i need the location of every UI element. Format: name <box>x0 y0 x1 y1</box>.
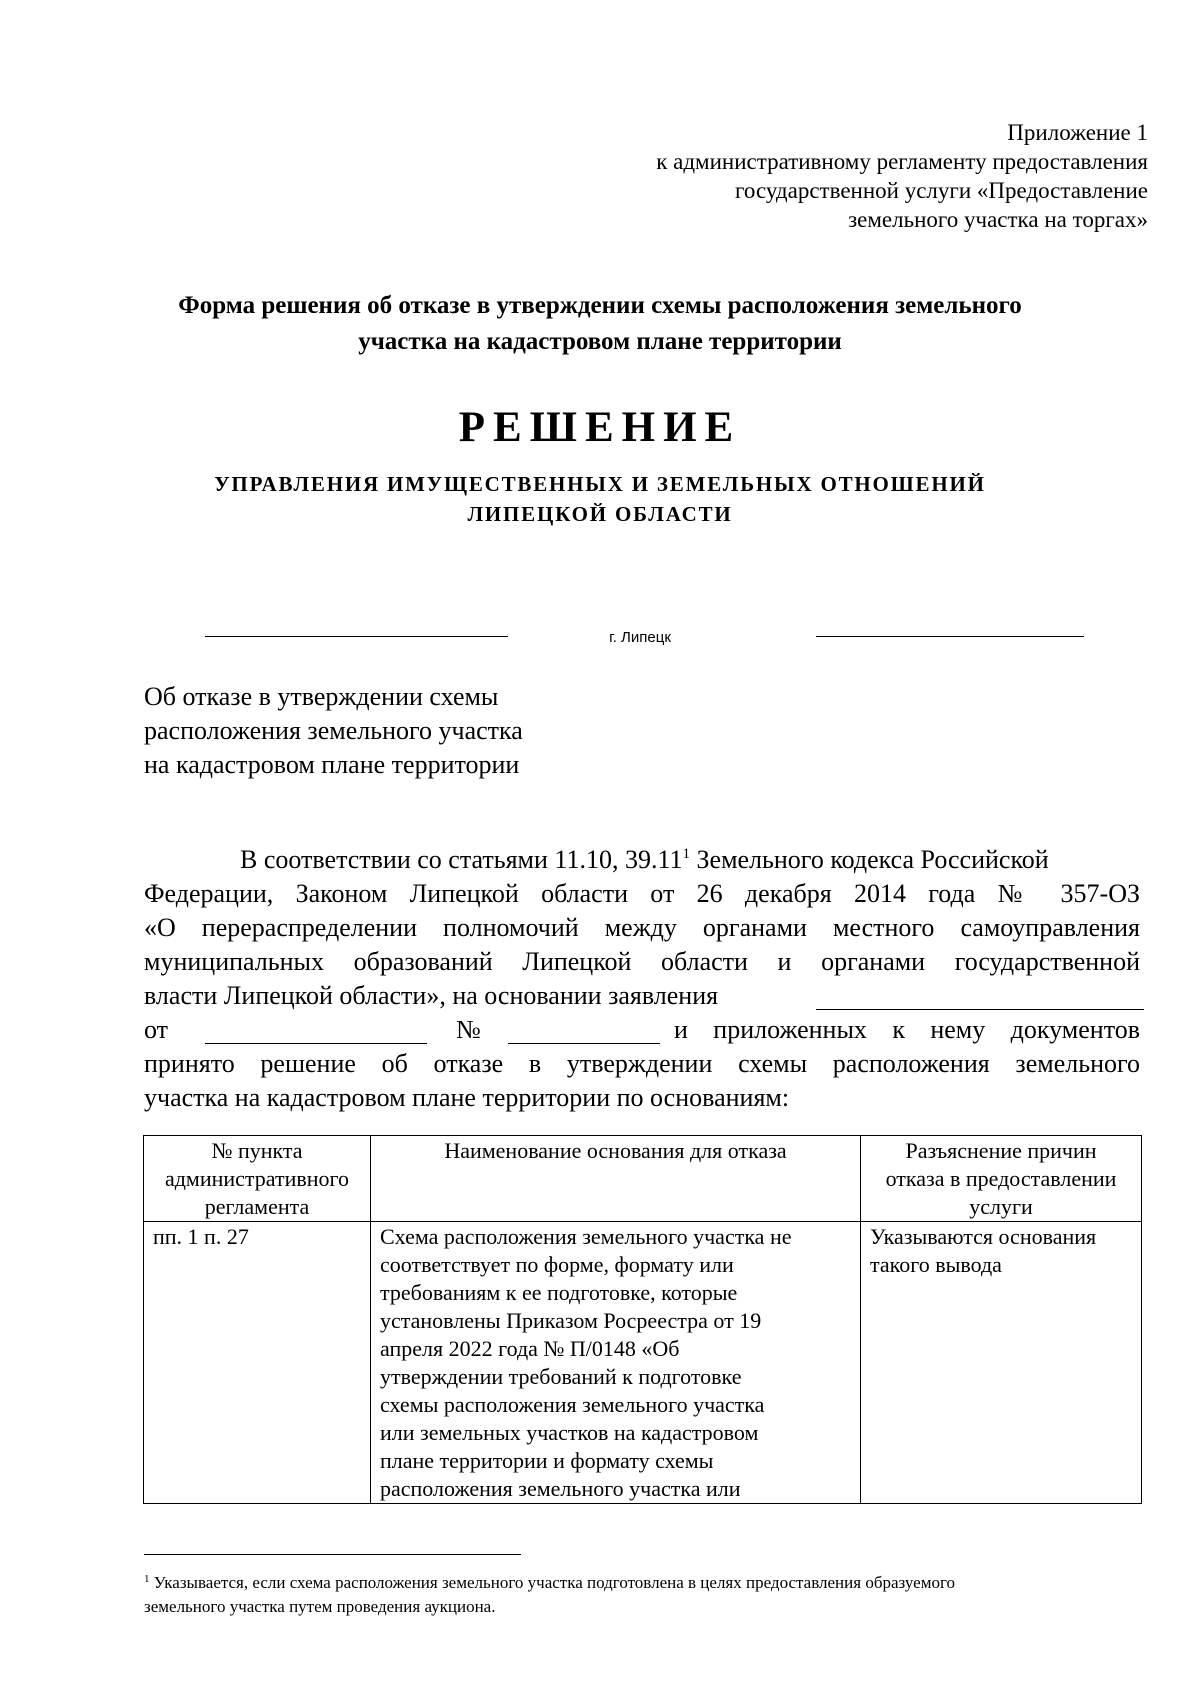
cell-text: утверждении требований к подготовке <box>380 1364 742 1389</box>
body-line-1 <box>144 843 1140 877</box>
number-blank-line[interactable] <box>816 636 1084 637</box>
header-text: Разъяснение причин <box>905 1138 1097 1163</box>
form-title-line-2: участка на кадастровом плане территории <box>358 328 842 355</box>
header-refusal-ground <box>371 1136 861 1222</box>
application-blank-line[interactable] <box>816 1009 1144 1010</box>
header-text: регламента <box>204 1194 310 1219</box>
cell-text: установлены Приказом Росреестра от 19 <box>380 1308 762 1333</box>
cell-explanation <box>861 1222 1142 1504</box>
table-header-row <box>144 1136 1142 1222</box>
footnote <box>144 1571 1154 1619</box>
body-line-2: Федерации, Законом Липецкой области от 26 декабря 2014 года № 357-ОЗ <box>144 879 1140 908</box>
header-text: услуги <box>969 1194 1033 1219</box>
appendix-line-4: земельного участка на торгах» <box>848 207 1148 232</box>
body-line-6-rest: и приложенных к нему документов <box>674 1015 1140 1044</box>
cell-text: соответствует по форме, формату или <box>380 1252 734 1277</box>
body-from-label: от <box>144 1015 169 1044</box>
appendix-line-2: к административному регламенту предоставления <box>656 149 1148 174</box>
header-text: Наименование основания для отказа <box>444 1138 787 1163</box>
cell-text: апреля 2022 года № П/0148 «Об <box>380 1336 680 1361</box>
header-text: административного <box>164 1166 350 1191</box>
body-line-7: принято решение об отказе в утверждении схемы расположения земельного <box>144 1049 1140 1078</box>
authority-line-1: УПРАВЛЕНИЯ ИМУЩЕСТВЕННЫХ И ЗЕМЕЛЬНЫХ ОТНОШЕНИЙ <box>214 472 986 496</box>
cell-refusal-ground <box>371 1222 861 1504</box>
body-line-4: муниципальных образований Липецкой области и органами государственной <box>144 947 1140 976</box>
appendix-note <box>548 118 1148 234</box>
header-explanation <box>861 1136 1142 1222</box>
subject-line-1: Об отказе в утверждении схемы <box>144 682 499 711</box>
appendix-line-3: государственной услуги «Предоставление <box>735 178 1148 203</box>
cell-regulation-item <box>144 1222 371 1504</box>
issuing-authority <box>0 469 1200 529</box>
authority-line-2: ЛИПЕЦКОЙ ОБЛАСТИ <box>467 502 733 526</box>
cell-text: такого вывода <box>870 1252 1002 1277</box>
footnote-text-1: Указывается, если схема расположения земельного участка подготовлена в целях предоставления образуемого <box>149 1573 955 1592</box>
footnote-line-2: земельного участка путем проведения аукциона. <box>144 1597 496 1616</box>
header-text: № пункта <box>211 1138 303 1163</box>
decision-subject <box>144 680 664 782</box>
cell-text: расположения земельного участка или <box>380 1476 741 1501</box>
footnote-marker: 1 <box>144 1573 150 1585</box>
cell-text: пп. 1 п. 27 <box>153 1224 249 1249</box>
appendix-line-1: Приложение 1 <box>1007 120 1148 145</box>
cell-text: Указываются основания <box>870 1224 1097 1249</box>
header-regulation-item <box>144 1136 371 1222</box>
body-line-3: «О перераспределении полномочий между органами местного самоуправления <box>144 913 1140 942</box>
body-line-1-a: В соответствии со статьями 11.10, 39.11 <box>240 845 683 874</box>
body-line-1-b: Земельного кодекса Российской <box>690 845 1049 874</box>
cell-text: схемы расположения земельного участка <box>380 1392 765 1417</box>
subject-line-2: расположения земельного участка <box>144 716 523 745</box>
form-title-line-1: Форма решения об отказе в утверждении схемы расположения земельного <box>178 292 1022 319</box>
decision-heading: РЕШЕНИЕ <box>458 404 742 451</box>
cell-text: Схема расположения земельного участка не <box>380 1224 792 1249</box>
city-label: г. Липецк <box>609 629 671 646</box>
footnote-separator <box>144 1554 521 1555</box>
body-line-5: власти Липецкой области», на основании заявления <box>144 981 719 1010</box>
date-blank-line[interactable] <box>205 636 508 637</box>
cell-text: плане территории и формату схемы <box>380 1448 714 1473</box>
cell-text: или земельных участков на кадастровом <box>380 1420 759 1445</box>
body-number-sign: № <box>456 1015 481 1044</box>
footnote-reference: 1 <box>682 846 690 862</box>
refusal-grounds-table <box>143 1135 1142 1504</box>
body-line-8: участка на кадастровом плане территории по основаниям: <box>144 1083 790 1112</box>
application-number-blank-line[interactable] <box>508 1043 660 1044</box>
subject-line-3: на кадастровом плане территории <box>144 750 520 779</box>
table-row <box>144 1222 1142 1504</box>
header-text: отказа в предоставлении <box>885 1166 1117 1191</box>
application-date-blank-line[interactable] <box>205 1043 427 1044</box>
form-title <box>120 288 1080 360</box>
cell-text: требованиям к ее подготовке, которые <box>380 1280 738 1305</box>
footnote-line-1 <box>144 1571 1154 1595</box>
